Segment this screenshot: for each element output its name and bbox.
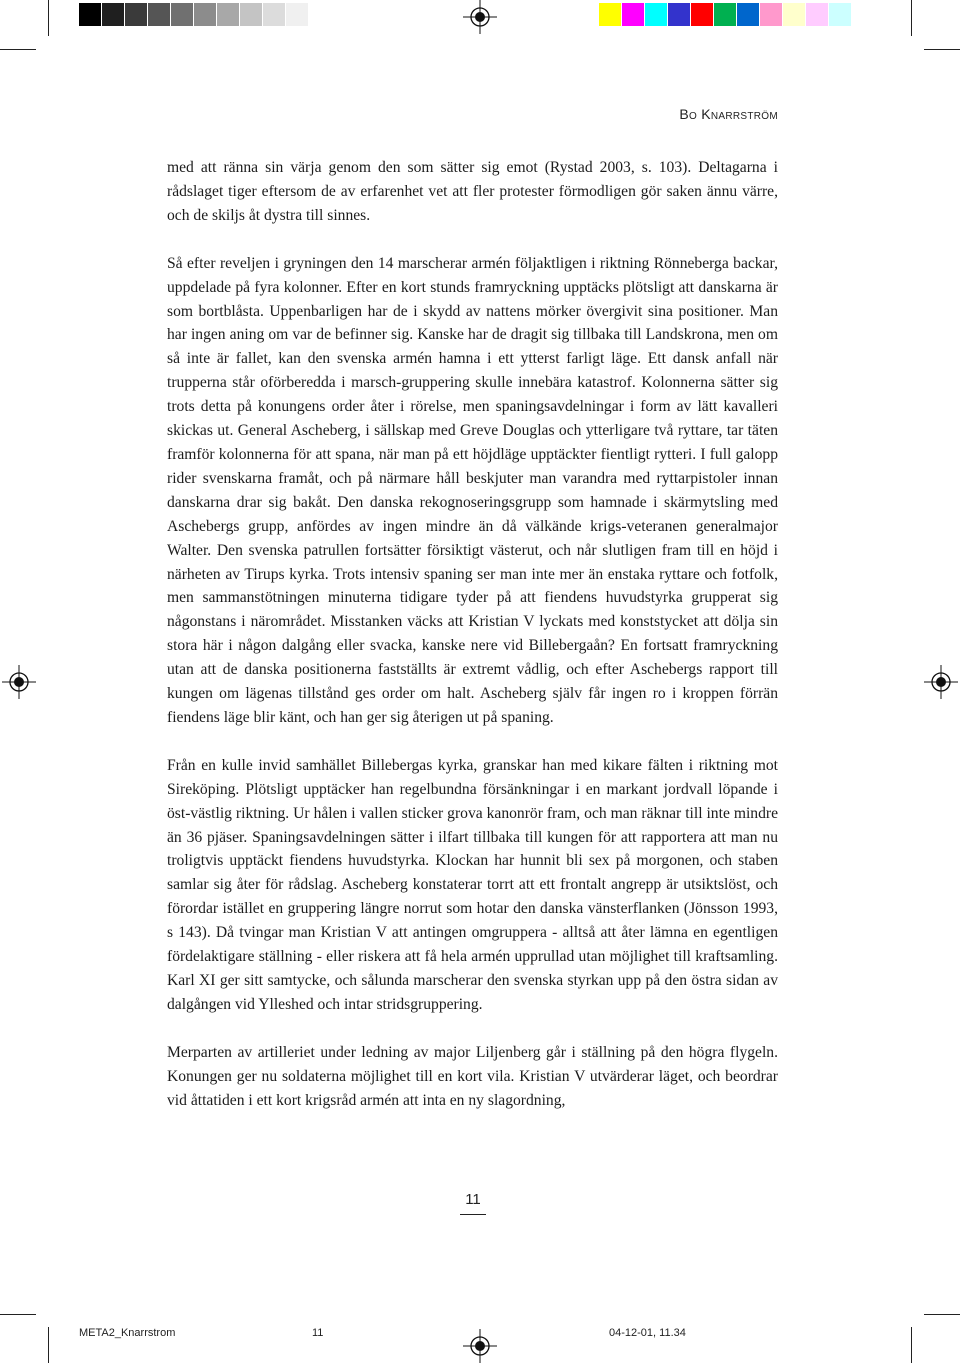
grayscale-color-bar: [79, 3, 309, 26]
color-swatch: [79, 3, 101, 26]
color-swatch: [599, 3, 621, 26]
crop-mark: [924, 49, 960, 50]
color-swatch: [760, 3, 782, 26]
color-swatch: [286, 3, 308, 26]
color-swatch: [217, 3, 239, 26]
color-swatch: [171, 3, 193, 26]
crop-mark: [0, 1314, 36, 1315]
color-swatch: [783, 3, 805, 26]
color-swatch: [691, 3, 713, 26]
crop-mark: [911, 0, 912, 36]
color-swatch: [668, 3, 690, 26]
color-swatch: [714, 3, 736, 26]
color-swatch: [829, 3, 851, 26]
registration-mark-icon: [924, 665, 958, 699]
color-swatch: [622, 3, 644, 26]
registration-mark-icon: [463, 1329, 497, 1363]
paragraph: Merparten av artilleriet under ledning av major Liljenberg går i ställning på den högra flygeln. Konungen ger nu soldaterna möjlighet till en kort vila. Kristian V utvärderar läget, och beordrar vid åttatiden i ett kort krigsråd armén att inta en ny slagordning,: [167, 1043, 778, 1109]
color-swatch: [240, 3, 262, 26]
color-swatch: [194, 3, 216, 26]
slug-file-name: META2_Knarrstrom: [79, 1327, 176, 1339]
slug-datetime: 04-12-01, 11.34: [609, 1327, 686, 1339]
paragraph: Så efter reveljen i gryningen den 14 marscherar armén följaktligen i riktning Rönneberga backar, uppdelade på fyra kolonner. Efter en kort stunds framryckning upptäcks plötsligt att danskarna är som bortblåsta. Uppenbarligen har de i skydd av nattens mörker övergivit sina positioner. Man har ingen aning om var de befinner sig. Kanske har de dragit sig tillbaka till Landskrona, men om så inte är fallet, kan den svenska armén hamna i ett ytterst farligt läge. Ett dansk anfall när trupperna står oförberedda i marsch-gruppering skulle innebära katastrof. Kolonnerna sätter sig trots detta på konungens order åter i rörelse, men spaningsavdelningar i form av lätt kavalleri skickas ut. General Ascheberg, i sällskap med Greve Douglas och ytterligare två ryttare, tar täten framför kolonnerna för att spana, när man på ett höjdläge upptäckter fientligt rytteri. I full galopp rider svenskarna framåt, och på närmare håll beskjuter man varandra med ryttarpistoler innan danskarna drar sig bakåt. Den danska rekognoseringsgrupp som hamnade i skärmytsling med Aschebergs grupp, anfördes av ingen mindre än då välkände krigs-veteranen generalmajor Walter. Den svenska patrullen fortsätter försiktigt västerut, och når slutligen fram till en höjd i närheten av Tirups kyrka. Trots intensiv spaning ser man inte mer än enstaka ryttare och fotfolk, men sammanstötningen minuterna tidigare tyder på att fiendens huvudstyrka grupperat sig någonstans i närområdet. Misstanken väcks att Kristian V lyckats med konststycket att dölja sin stora här i någon dalgång eller svacka, kanske nere vid Billebergaån? En fortsatt framryckning utan att de danska positionerna fastställts är extremt vådlig, och efter Aschebergs rapport till kungen om lägenas tillstånd ges order om halt. Ascheberg själv får ingen ro i kroppen förrän fiendens läge blir känt, och han ger sig återigen ut på spaning.: [167, 254, 778, 726]
paragraph: Från en kulle invid samhället Billebergas kyrka, granskar han med kikare fälten i riktning mot Sireköping. Plötsligt upptäcker han regelbundna försänkningar i en markant jordvall löpande i öst-västlig riktning. Ur hålen i vallen sticker grova kanonrör fram, och man räknar till inte mindre än 36 pjäser. Spaningsavdelningen sätter i ilfart tillbaka till kungen för att rapportera att man nu troligtvis upptäckt fiendens huvudstyrka. Klockan har hunnit bli sex på morgonen, och staben samlar sig åter för rådslag. Ascheberg konstaterar torrt att ett frontalt angrepp är utsiktslöst, och förordar istället en gruppering längre norrut som hotar den danska vänsterflanken (Jönsson 1993, s 143). Då tvingar man Kristian V att antingen omgruppera - alltså att åter lämna en egentligen fördelaktigare ställning - eller riskera att få hela armén upprullad utan möjlighet till kraftsamling. Karl XI ger sitt samtycke, och sålunda marscherar den svenska styrkan upp på den östra sidan av dalgången vid Ylleshed och intar stridsgruppering.: [167, 756, 778, 1013]
color-swatch: [737, 3, 759, 26]
crop-mark: [0, 49, 36, 50]
color-swatch: [806, 3, 828, 26]
page-number-rule: [460, 1214, 486, 1215]
process-color-bar: [599, 3, 852, 26]
color-swatch: [102, 3, 124, 26]
color-swatch: [125, 3, 147, 26]
running-header: Bo Knarrström: [679, 106, 778, 122]
color-swatch: [645, 3, 667, 26]
crop-mark: [48, 1327, 49, 1363]
crop-mark: [48, 0, 49, 36]
page-number: 11: [465, 1191, 481, 1208]
body-text: [167, 156, 778, 1137]
color-swatch: [263, 3, 285, 26]
color-swatch: [148, 3, 170, 26]
registration-mark-icon: [2, 665, 36, 699]
registration-mark-icon: [463, 0, 497, 34]
paragraph: med att ränna sin värja genom den som sätter sig emot (Rystad 2003, s. 103). Deltagarna i rådslaget tiger eftersom de av erfarenhet vet att fler protester förmodligen gör saken ännu värre, och de skiljs åt dystra till sinnes.: [167, 159, 778, 224]
crop-mark: [911, 1327, 912, 1363]
slug-page: 11: [312, 1327, 324, 1339]
crop-mark: [924, 1314, 960, 1315]
